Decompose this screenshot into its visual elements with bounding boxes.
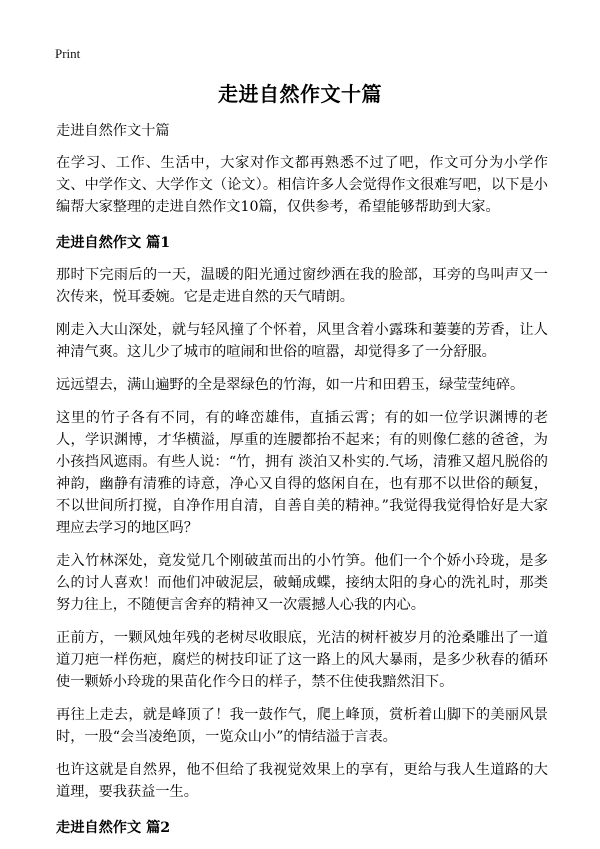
paragraph: 走入竹林深处，竟发觉几个刚破茧而出的小竹笋。他们一个个娇小玲珑，是多么的讨人喜欢！而他们冲破泥层，破蛹成蝶，接纳太阳的身心的洗礼时，那类努力往上，不随便言舍弃的精神又一次震撼人心我的内心。 [56, 553, 548, 613]
paragraph: 那时下完雨后的一天，温暖的阳光通过窗纱洒在我的脸部，耳旁的鸟叫声又一次传来，悦耳委婉。它是走进自然的天气晴朗。 [56, 267, 548, 305]
paragraph: 正前方，一颗风烛年残的老树尽收眼底，光洁的树杆被岁月的沧桑雕出了一道道刀疤一样伤疤，腐烂的树技印证了这一路上的风大暴雨，是多少秋春的循环使一颗娇小玲珑的果苗化作今日的样子，禁不住使我黯然泪下。 [56, 630, 548, 690]
paragraph: 远远望去，满山遍野的全是翠绿色的竹海，如一片和田碧玉，绿莹莹纯碎。 [56, 377, 525, 393]
paragraph: 再往上走去，就是峰顶了！我一鼓作气，爬上峰顶，赏析着山脚下的美丽风景时，一股“会当凌绝顶，一览众山小”的情结溢于言表。 [56, 707, 548, 745]
section-heading-2: 走进自然作文 篇2 [56, 820, 171, 836]
page-title: 走进自然作文十篇 [218, 82, 382, 106]
article-subtitle: 走进自然作文十篇 [56, 123, 170, 139]
paragraph: 刚走入大山深处，就与轻风撞了个怀着，风里含着小露珠和萋萋的芳香，让人神清气爽。这儿少了城市的喧闹和世俗的喧嚣，却觉得多了一分舒服。 [56, 322, 548, 360]
paragraph: 也许这就是自然界，他不但给了我视觉效果上的享有，更给与我人生道路的大道理，要我获益一生。 [56, 762, 548, 800]
intro-paragraph: 在学习、工作、生活中，大家对作文都再熟悉不过了吧，作文可分为小学作文、中学作文、大学作文（论文）。相信许多人会觉得作文很难写吧，以下是小编帮大家整理的走进自然作文10篇，仅供参考，希望能够帮助到大家。 [56, 155, 548, 215]
section-heading-1: 走进自然作文 篇1 [56, 235, 171, 251]
print-link[interactable]: Print [55, 46, 81, 61]
article-body [56, 120, 548, 849]
paragraph: 这里的竹子各有不同，有的峰峦雄伟，直插云霄；有的如一位学识渊博的老人，学识渊博，才华横溢，厚重的连腰都抬不起来；有的则像仁慈的爸爸，为小孩挡风遮雨。有些人说：“竹，拥有 淡泊又朴实的.气场，清雅又超凡脱俗的神韵，幽静有清雅的诗意，净心又自得的悠闲自在，也有那不以世俗的颠复，不以世间所打搅，自净作用自清，自善自美的精神。”我觉得我觉得恰好是大家理应去学习的地区吗？ [56, 410, 548, 536]
